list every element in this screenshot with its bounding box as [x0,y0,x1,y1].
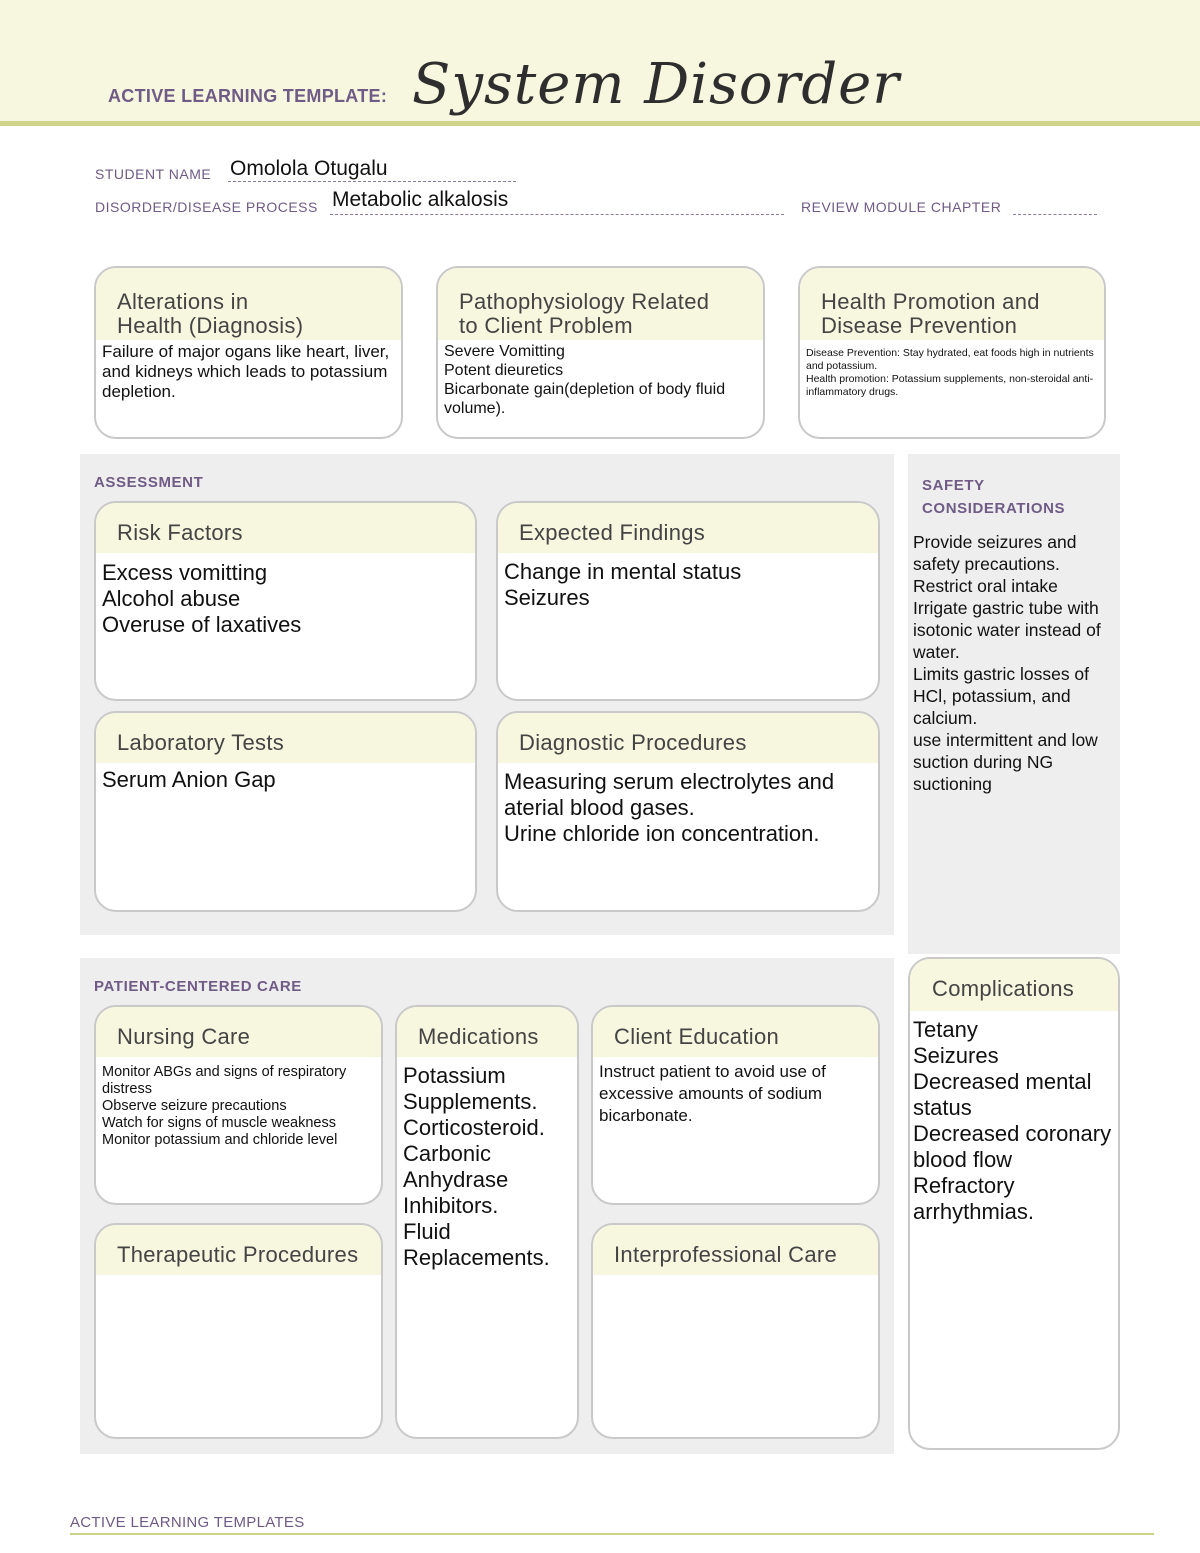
therapeutic-procedures-card [94,1223,383,1439]
laboratory-tests-title: Laboratory Tests [96,713,475,763]
therapeutic-procedures-body [96,1275,381,1277]
risk-factors-title: Risk Factors [96,503,475,553]
health-promotion-title: Health Promotion and Disease Prevention [800,268,1104,340]
complications-body: Tetany Seizures Decreased mental status Decreased coronary blood flow Refractory arrhythmias. [913,1017,1112,1224]
client-education-body: Instruct patient to avoid use of excessive amounts of sodium bicarbonate. [599,1062,826,1125]
medications-card [395,1005,579,1439]
alterations-card [94,266,403,439]
expected-findings-title: Expected Findings [498,503,878,553]
interprofessional-care-body [593,1275,878,1277]
alterations-body: Failure of major ogans like heart, liver, and kidneys which leads to potassium depletion. [102,342,390,401]
risk-factors-body: Excess vomitting Alcohol abuse Overuse of laxatives [102,560,302,637]
footer-text: ACTIVE LEARNING TEMPLATES [70,1514,305,1531]
nursing-care-card [94,1005,383,1205]
student-name-label: STUDENT NAME [95,166,212,182]
complications-title: Complications [910,959,1118,1011]
diagnostic-procedures-body: Measuring serum electrolytes and aterial blood gases. Urine chloride ion concentration. [504,769,835,846]
review-chapter-label: REVIEW MODULE CHAPTER [801,199,1002,215]
therapeutic-procedures-title: Therapeutic Procedures [96,1225,381,1275]
diagnostic-procedures-card [496,711,880,912]
health-promotion-card [798,266,1106,439]
interprofessional-care-title: Interprofessional Care [593,1225,878,1275]
medications-title: Medications [397,1007,577,1057]
template-title: System Disorder [412,52,901,117]
safety-label: SAFETY CONSIDERATIONS [922,477,1066,517]
pathophysiology-title: Pathophysiology Related to Client Problem [438,268,763,340]
pathophysiology-card [436,266,765,439]
client-education-card [591,1005,880,1205]
patient-centered-care-label: PATIENT-CENTERED CARE [94,978,302,995]
header-rule [0,121,1200,126]
expected-findings-body: Change in mental status Seizures [504,559,742,610]
nursing-care-body: Monitor ABGs and signs of respiratory distress Observe seizure precautions Watch for signs of muscle weakness Monitor potassium and chloride level [102,1064,347,1148]
pathophysiology-body: Severe Vomitting Potent dieuretics Bicarbonate gain(depletion of body fluid volume). [444,343,726,417]
interprofessional-care-card [591,1223,880,1439]
student-name-value: Omolola Otugalu [230,157,388,180]
alterations-title: Alterations in Health (Diagnosis) [96,268,401,340]
laboratory-tests-body: Serum Anion Gap [102,767,276,792]
template-label: ACTIVE LEARNING TEMPLATE: [108,86,388,106]
complications-card [908,957,1120,1450]
laboratory-tests-card [94,711,477,912]
client-education-title: Client Education [593,1007,878,1057]
health-promotion-body: Disease Prevention: Stay hydrated, eat foods high in nutrients and potassium. Health promotion: Potassium supplements, non-steroidal anti-inflammatory drugs. [806,347,1094,398]
risk-factors-card [94,501,477,701]
medications-body: Potassium Supplements. Corticosteroid. Carbonic Anhydrase Inhibitors. Fluid Replacements. [403,1063,550,1270]
diagnostic-procedures-title: Diagnostic Procedures [498,713,878,763]
expected-findings-card [496,501,880,701]
disorder-label: DISORDER/DISEASE PROCESS [95,199,318,215]
review-chapter-field[interactable] [1013,193,1097,215]
footer-rule [70,1533,1154,1535]
disorder-value: Metabolic alkalosis [332,188,509,211]
nursing-care-title: Nursing Care [96,1007,381,1057]
assessment-label: ASSESSMENT [94,474,204,491]
safety-body: Provide seizures and safety precautions. Restrict oral intake Irrigate gastric tube with isotonic water instead of water. Limits gastric losses of HCl, potassium, and calcium. use intermittent and low suction during NG suctioning [913,532,1101,794]
